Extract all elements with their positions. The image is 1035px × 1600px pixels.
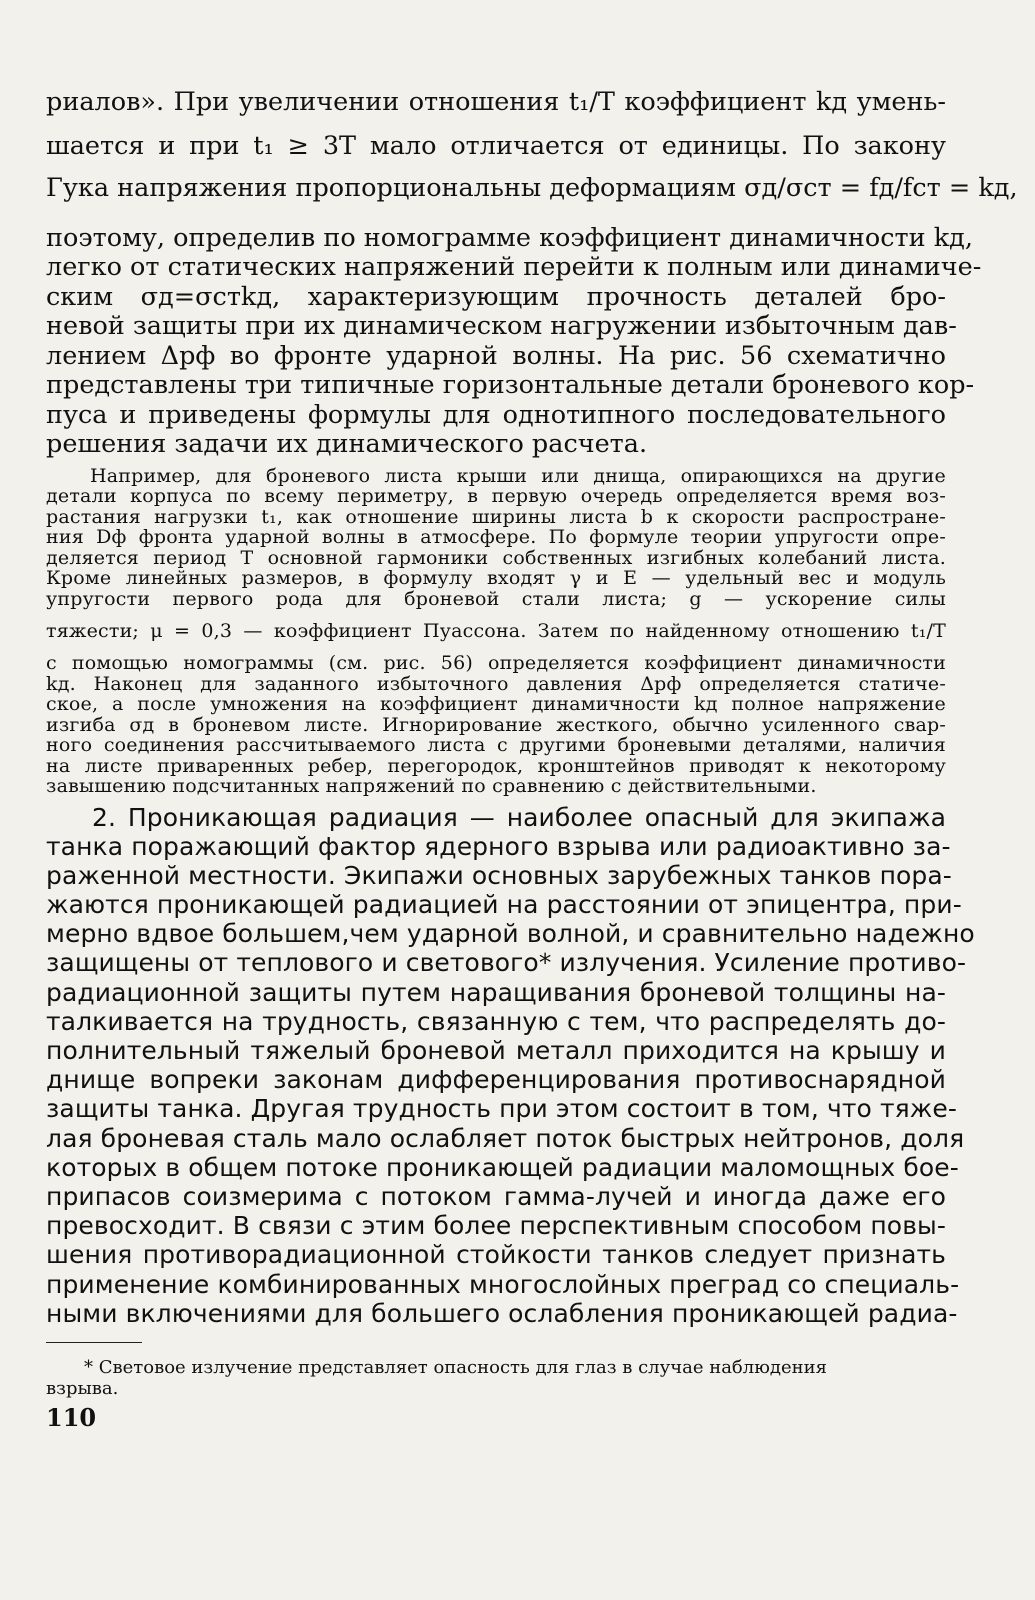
- text-line: риалов». При увеличении отношения t₁/T коэффициент kд умень-: [46, 87, 946, 117]
- text-line: танка поражающий фактор ядерного взрыва или радиоактивно за-: [46, 831, 951, 861]
- text-line: упругости первого рода для броневой стали листа; g — ускорение силы: [46, 587, 946, 610]
- footnote-divider: [46, 1342, 142, 1343]
- text-line: пуса и приведены формулы для однотипного последовательного: [46, 399, 946, 430]
- text-line: изгиба σд в броневом листе. Игнорирование жесткого, обычно усиленного свар-: [46, 713, 946, 736]
- text-line: днище вопреки законам дифференцирования противоснарядной: [46, 1065, 946, 1095]
- text-line: легко от статических напряжений перейти к полным или динамиче-: [46, 252, 982, 282]
- text-line: которых в общем потоке проникающей радиации маломощных бое-: [46, 1152, 959, 1182]
- text-line: припасов соизмерима с потоком гамма-лучей и иногда даже его: [46, 1181, 946, 1211]
- text-line: раженной местности. Экипажи основных зарубежных танков пора-: [46, 860, 952, 890]
- text-line: детали корпуса по всему периметру, в первую очередь определяется время воз-: [46, 485, 946, 507]
- text-line: ское, а после умножения на коэффициент динамичности kд полное напряжение: [46, 693, 946, 715]
- text-line: растания нагрузки t₁, как отношение ширины листа b к скорости распростране-: [46, 505, 946, 528]
- text-line: представлены три типичные горизонтальные детали броневого кор-: [46, 370, 975, 400]
- text-line: kд. Наконец для заданного избыточного давления Δpф определяется статиче-: [46, 672, 946, 695]
- text-line: 2. Проникающая радиация — наиболее опасный для экипажа: [92, 802, 946, 832]
- text-line: лением Δpф во фронте ударной волны. На рис. 56 схематично: [46, 340, 946, 371]
- footnote-line: взрыва.: [46, 1377, 119, 1399]
- text-line: с помощью номограммы (см. рис. 56) определяется коэффициент динамичности: [46, 652, 946, 674]
- text-line: Кроме линейных размеров, в формулу входят γ и E — удельный вес и модуль: [46, 567, 946, 589]
- text-line: защищены от теплового и светового* излучения. Усиление противо-: [46, 948, 967, 978]
- paragraph-radiation: [46, 802, 975, 1328]
- text-line: шается и при t₁ ≥ 3T мало отличается от единицы. По закону: [46, 131, 946, 161]
- text-line: на листе приваренных ребер, перегородок, кронштейнов приводят к некоторому: [46, 754, 946, 777]
- text-line: жаются проникающей радиацией на расстоянии от эпицентра, при-: [46, 890, 962, 920]
- text-line: Гука напряжения пропорциональны деформациям σд/σст = fд/fст = kд,: [46, 172, 1018, 203]
- text-line: ного соединения рассчитываемого листа с другими броневыми деталями, наличия: [46, 734, 946, 756]
- text-line: шения противорадиационной стойкости танков следует признать: [46, 1240, 946, 1270]
- text-line: мерно вдвое большем,чем ударной волной, и сравнительно надежно: [46, 919, 975, 949]
- text-line: деляется период T основной гармоники собственных изгибных колебаний листа.: [46, 546, 946, 569]
- text-line: ния Dф фронта ударной волны в атмосфере. По формуле теории упругости опре-: [46, 526, 946, 548]
- footnote: [46, 1357, 946, 1399]
- text-line: превосходит. В связи с этим более перспективным способом повы-: [46, 1211, 946, 1241]
- text-line: радиационной защиты путем наращивания броневой толщины на-: [46, 977, 946, 1007]
- book-page: [46, 82, 1018, 1432]
- text-line: талкивается на трудность, связанную с тем, что распределять до-: [46, 1006, 946, 1036]
- paragraph-example: [46, 466, 946, 797]
- text-line: применение комбинированных многослойных преград со специаль-: [46, 1269, 960, 1299]
- text-line: решения задачи их динамического расчета.: [46, 429, 648, 459]
- text-line: ными включениями для большего ослабления проникающей радиа-: [46, 1298, 958, 1328]
- page-number: 110: [46, 1402, 97, 1432]
- text-line: невой защиты при их динамическом нагружении избыточным дав-: [46, 311, 957, 341]
- text-line: завышению подсчитанных напряжений по сравнению с действительными.: [46, 775, 817, 797]
- text-line: Например, для броневого листа крыши или днища, опирающихся на другие: [90, 464, 946, 487]
- text-line: тяжести; μ = 0,3 — коэффициент Пуассона. Затем по найденному отношению t₁/T: [46, 620, 946, 642]
- text-line: поэтому, определив по номограмме коэффициент динамичности kд,: [46, 222, 973, 253]
- text-line: защиты танка. Другая трудность при этом состоит в том, что тяже-: [46, 1094, 957, 1124]
- text-line: ским σд=σстkд, характеризующим прочность деталей бро-: [46, 281, 946, 312]
- paragraph-intro: [46, 82, 1018, 460]
- footnote-line: * Световое излучение представляет опасность для глаз в случае наблюдения: [84, 1356, 827, 1378]
- text-line: полнительный тяжелый броневой металл приходится на крышу и: [46, 1036, 946, 1065]
- text-line: лая броневая сталь мало ослабляет поток быстрых нейтронов, доля: [46, 1123, 965, 1153]
